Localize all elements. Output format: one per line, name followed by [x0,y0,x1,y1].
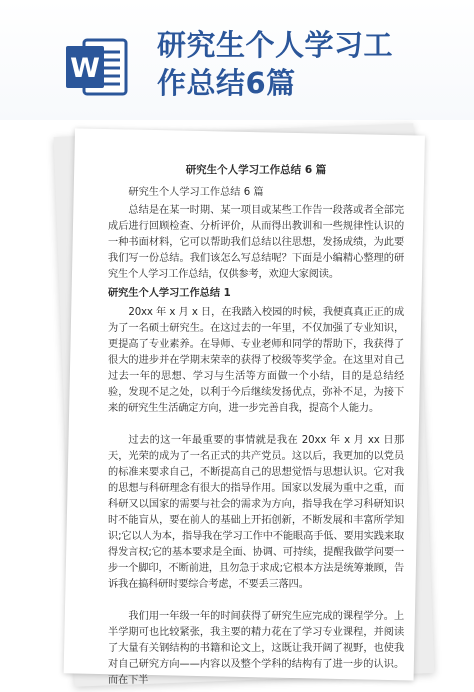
paragraph-3: 我们用一年级一年的时间获得了研究生应完成的课程学分。上半学期可也比较紧张，我主要的精力花在了学习专业课程，并阅读了大量有关钢结构的书籍和论文上，这既让我开阔了视野，也使我对自己研究方向——内容以及整个学科的结构有了进一步的认识。而在下半 [108,611,404,686]
word-icon [64,34,130,100]
page-title [157,26,467,102]
word-icon-letter: W [70,53,100,84]
page-title-line-1: 研究生个人学习工 [157,28,394,62]
document-title: 研究生个人学习工作总结 6 篇 [185,164,327,176]
paragraph-2: 过去的这一年最重要的事情就是我在 20xx 年 x 月 xx 日那天，光荣的成为了一名正式的共产党员。这以后，我更加的以党员的标准来要求自己，不断提高自己的思想觉悟与思想认识。它对我的思想与科研理念有很大的指导作用。国家以发展为重中之重，而科研又以国家的需要与社会的需求为方向，指导我在学习科研知识时不能盲从，要在前人的基础上开拓创新，不断发展和丰富所学知识;它以人为本，指导我在学习工作中不能眼高手低、要用实践来取得发言权;它的基本要求是全面、协调、可持续，提醒我做学问要一步一个脚印，不断前进，且勿急于求成;它根本方法是统筹兼顾，告诉我在搞科研时要综合考虑，不要丢三落四。 [108,435,404,590]
paragraph-1: 20xx 年 x 月 x 日，在我踏入校园的时候，我便真真正正的成为了一名硕士研究生。在这过去的一年里，不仅加强了专业知识，更提高了专业素养。在导师、专业老师和同学的帮助下，我获得了很大的进步并在学期末荣幸的获得了校级等奖学金。在这里对自己过去一年的思想、学习与生活等方面做一个小结，目的是总结经验，发现不足之处，以利于今后继续发扬优点，弥补不足，为接下来的研究生生活确定方向，进一步完善自我，提高个人能力。 [108,307,404,414]
document-subtitle: 研究生个人学习工作总结 6 篇 [128,187,264,198]
section-heading: 研究生个人学习工作总结 1 [108,288,231,299]
header-banner [0,0,474,120]
page-title-line-2: 作总结6篇 [157,66,296,100]
document-body [108,162,404,692]
intro-paragraph: 总结是在某一时期、某一项目或某些工作告一段落或者全部完成后进行回顾检查、分析评价，从而得出教训和一些规律性认识的一种书面材料，它可以帮助我们总结以往思想，发扬成绩，为此要我们写一份总结。我们该怎么写总结呢？下面是小编精心整理的研究生个人学习工作总结，仅供参考，欢迎大家阅读。 [108,205,404,280]
